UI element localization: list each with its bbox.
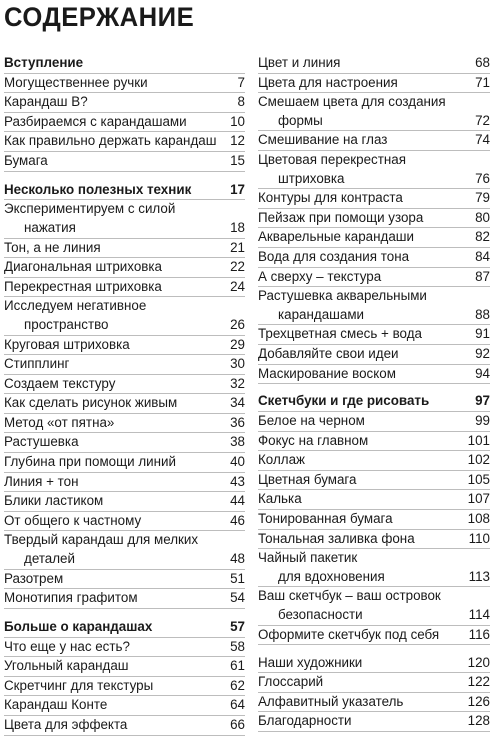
toc-entry-title: Бумага <box>4 152 48 168</box>
toc-entry <box>258 228 490 248</box>
toc-entry-title: Глоссарий <box>258 674 324 690</box>
toc-entry <box>4 696 245 716</box>
toc-entry-title: Маскирование воском <box>258 365 396 381</box>
toc-entry-title: Карандаш B? <box>4 94 88 110</box>
toc-page-number: 68 <box>475 55 490 70</box>
toc-entry <box>258 626 490 646</box>
toc-entry-title: Скетчбуки и где рисовать <box>258 393 430 409</box>
toc-page-number: 79 <box>475 190 490 206</box>
toc-page-number: 105 <box>467 471 490 487</box>
toc-entry-title: Трехцветная смесь + вода <box>258 326 422 342</box>
toc-entry <box>258 170 490 190</box>
toc-entry <box>258 587 490 606</box>
toc-page-number: 21 <box>230 239 245 255</box>
toc-page-number: 30 <box>230 356 245 372</box>
toc-entry-title: Твердый карандаш для мелких <box>4 532 199 548</box>
toc-entry-title: Как сделать рисунок живым <box>4 395 178 411</box>
toc-page-number: 8 <box>237 94 245 110</box>
toc-entry <box>258 345 490 365</box>
toc-page-number: 122 <box>467 674 490 690</box>
toc-entry-title: штриховка <box>278 170 345 186</box>
toc-entry-title: нажатия <box>24 219 76 235</box>
toc-entry-title: Глубина при помощи линий <box>4 454 176 470</box>
toc-entry <box>258 131 490 151</box>
toc-page-number: 87 <box>475 268 490 284</box>
toc-entry-title: Коллаж <box>258 452 305 468</box>
toc-entry-title: Цвета для настроения <box>258 74 398 90</box>
toc-entry-title: Экспериментируем с силой <box>4 201 176 217</box>
toc-entry-title: От общего к частному <box>4 512 142 528</box>
toc-entry <box>258 287 490 306</box>
toc-entry-title: Вода для создания тона <box>258 248 410 264</box>
toc-entry <box>4 74 245 94</box>
toc-entry <box>4 492 245 512</box>
toc-page-number: 18 <box>230 219 245 235</box>
toc-entry-title: Исследуем негативное <box>4 298 147 314</box>
toc-entry-title: деталей <box>24 551 75 567</box>
toc-entry <box>4 531 245 550</box>
toc-entry <box>4 716 245 736</box>
toc-entry-title: Тонированная бумага <box>258 511 393 527</box>
toc-page-number: 57 <box>230 619 245 634</box>
toc-entry <box>4 355 245 375</box>
toc-entry <box>258 412 490 432</box>
toc-page-number: 107 <box>467 491 490 507</box>
toc-entry <box>258 606 490 626</box>
toc-entry-title: безопасности <box>278 607 363 623</box>
toc-entry-title: Перекрестная штриховка <box>4 278 162 294</box>
toc-section-heading <box>4 618 245 638</box>
toc-page-number: 80 <box>475 209 490 225</box>
toc-page-number: 74 <box>475 132 490 148</box>
toc-page-number: 64 <box>230 697 245 713</box>
toc-entry-title: Скретчинг для текстуры <box>4 677 154 693</box>
toc-entry <box>4 570 245 590</box>
toc-entry-title: А сверху – текстура <box>258 268 382 284</box>
section-gap <box>258 645 490 653</box>
toc-entry <box>258 54 490 74</box>
toc-entry <box>258 306 490 326</box>
toc-entry <box>4 394 245 414</box>
toc-entry <box>258 712 490 732</box>
toc-entry-title: Цвета для эффекта <box>4 716 128 732</box>
toc-entry <box>4 473 245 493</box>
toc-entry-title: Контуры для контраста <box>258 190 403 206</box>
toc-page-number: 44 <box>230 493 245 509</box>
toc-entry-title: Несколько полезных техник <box>4 181 192 197</box>
toc-page-number: 101 <box>467 432 490 448</box>
toc-entry <box>258 151 490 170</box>
toc-entry <box>4 316 245 336</box>
toc-page-number: 97 <box>475 393 490 409</box>
toc-entry <box>4 336 245 356</box>
toc-entry <box>4 152 245 172</box>
toc-entry-title: Цвет и линия <box>258 55 341 70</box>
toc-page-number: 34 <box>230 395 245 411</box>
toc-entry-title: для вдохновения <box>278 568 385 584</box>
toc-entry <box>258 365 490 385</box>
toc-page-number: 92 <box>475 345 490 361</box>
toc-page-number: 61 <box>230 658 245 674</box>
toc-section-heading <box>4 181 245 201</box>
toc-entry <box>4 219 245 239</box>
toc-page-number: 94 <box>475 365 490 381</box>
toc-page-number: 71 <box>475 74 490 90</box>
toc-entry-title: Метод «от пятна» <box>4 414 115 430</box>
toc-page-number: 38 <box>230 434 245 450</box>
toc-entry <box>4 414 245 434</box>
toc-entry-title: Благодарности <box>258 713 352 729</box>
toc-entry-title: Диагональная штриховка <box>4 259 162 275</box>
toc-entry-title: Оформите скетчбук под себя <box>258 626 440 642</box>
toc-page-number: 17 <box>230 181 245 197</box>
toc-page-number: 108 <box>467 511 490 527</box>
toc-entry <box>4 93 245 113</box>
toc-entry-title: Блики ластиком <box>4 493 104 509</box>
toc-page-number: 114 <box>468 607 490 623</box>
toc-section-heading <box>4 54 245 74</box>
toc-entry-title: Тональная заливка фона <box>258 530 415 546</box>
toc-column-left <box>4 54 245 736</box>
toc-entry-title: Акварельные карандаши <box>258 229 414 245</box>
toc-entry <box>4 132 245 152</box>
toc-entry-title: Растушевка акварельными <box>258 288 427 304</box>
toc-entry <box>258 530 490 550</box>
toc-page-number: 113 <box>468 568 490 584</box>
toc-entry-title: Разбираемся с карандашами <box>4 113 187 129</box>
toc-page-number: 110 <box>468 530 490 546</box>
toc-page-number: 99 <box>475 413 490 429</box>
toc-entry <box>258 510 490 530</box>
toc-page-number: 26 <box>230 316 245 332</box>
toc-entry-title: Тон, а не линия <box>4 239 101 255</box>
toc-entry-title: Цветовая перекрестная <box>258 151 406 167</box>
toc-entry <box>4 589 245 609</box>
toc-page-number: 51 <box>230 570 245 586</box>
toc-entry-title: Как правильно держать карандаш <box>4 133 217 149</box>
toc-entry <box>258 432 490 452</box>
toc-entry-title: Алфавитный указатель <box>258 693 404 709</box>
toc-page-number: 10 <box>230 113 245 129</box>
toc-entry <box>258 693 490 713</box>
toc-entry <box>258 189 490 209</box>
toc-entry <box>4 297 245 316</box>
toc-entry <box>258 93 490 112</box>
toc-page-number: 62 <box>230 677 245 693</box>
toc-entry-title: Круговая штриховка <box>4 336 130 352</box>
toc-entry-title: Что еще у нас есть? <box>4 638 130 654</box>
toc-page-number: 126 <box>467 693 490 709</box>
toc-entry <box>258 268 490 288</box>
toc-entry <box>4 113 245 133</box>
toc-entry <box>258 471 490 491</box>
toc-entry <box>4 453 245 473</box>
toc-entry-title: Ваш скетчбук – ваш островок <box>258 588 441 604</box>
toc-entry <box>258 549 490 568</box>
toc-entry <box>4 677 245 697</box>
toc-entry-title: Фокус на главном <box>258 432 369 448</box>
toc-page-number: 43 <box>230 473 245 489</box>
toc-entry <box>258 568 490 588</box>
toc-page-number: 7 <box>237 74 245 90</box>
toc-page-number: 15 <box>230 152 245 168</box>
toc-page-number: 40 <box>230 454 245 470</box>
toc-page-number: 12 <box>230 133 245 149</box>
toc-page-number: 22 <box>230 259 245 275</box>
toc-entry <box>258 248 490 268</box>
toc-entry-title: Монотипия графитом <box>4 590 138 606</box>
toc-page-number: 116 <box>468 626 490 642</box>
toc-page-number: 72 <box>475 112 490 128</box>
toc-entry-title: Создаем текстуру <box>4 375 116 391</box>
toc-entry <box>4 657 245 677</box>
toc-page-number: 24 <box>230 278 245 294</box>
toc-page-number: 102 <box>467 452 490 468</box>
toc-entry-title: пространство <box>24 316 109 332</box>
toc-entry <box>4 258 245 278</box>
toc-entry-title: Растушевка <box>4 434 79 450</box>
toc-page-number: 46 <box>230 512 245 528</box>
toc-entry-title: Чайный пакетик <box>258 550 358 566</box>
toc-entry-title: Цветная бумага <box>258 471 357 487</box>
toc-page-number: 29 <box>230 336 245 352</box>
toc-page-number: 82 <box>475 229 490 245</box>
toc-entry-title: Калька <box>258 491 302 507</box>
toc-entry <box>258 451 490 471</box>
toc-page-number: 84 <box>475 248 490 264</box>
toc-entry-title: Пейзаж при помощи узора <box>258 209 424 225</box>
toc-entry <box>4 200 245 219</box>
toc-entry-title: Смешаем цвета для создания <box>258 94 446 110</box>
toc-page-number: 48 <box>230 551 245 567</box>
toc-entry-title: Карандаш Конте <box>4 697 108 713</box>
toc-entry-title: Угольный карандаш <box>4 658 129 674</box>
toc-entry <box>258 673 490 693</box>
section-gap <box>4 172 245 181</box>
toc-page-number: 91 <box>475 326 490 342</box>
toc-entry-title: карандашами <box>278 306 365 322</box>
toc-column-right <box>258 54 490 732</box>
section-gap <box>258 384 490 392</box>
toc-entry-title: Стипплинг <box>4 356 70 372</box>
toc-entry-title: Больше о карандашах <box>4 619 153 634</box>
toc-entry <box>4 239 245 259</box>
toc-entry <box>258 74 490 94</box>
toc-entry <box>258 112 490 132</box>
page-title: СОДЕРЖАНИЕ <box>4 2 195 32</box>
toc-entry <box>4 638 245 658</box>
toc-entry-title: Добавляйте свои идеи <box>258 345 399 361</box>
toc-entry <box>258 209 490 229</box>
toc-page-number: 32 <box>230 375 245 391</box>
toc-entry-title: Белое на черном <box>258 413 365 429</box>
toc-entry-title: Разотрем <box>4 570 64 586</box>
toc-entry-title: Смешивание на глаз <box>258 132 388 148</box>
toc-entry-title: Вступление <box>4 55 84 70</box>
toc-page-number: 36 <box>230 414 245 430</box>
toc-entry <box>4 550 245 570</box>
toc-entry <box>4 278 245 298</box>
toc-entry-title: Линия + тон <box>4 473 79 489</box>
toc-page-number: 66 <box>230 716 245 732</box>
toc-page-number: 76 <box>475 170 490 186</box>
toc-entry-title: Наши художники <box>258 654 363 670</box>
toc-entry <box>258 490 490 510</box>
toc-entry <box>4 433 245 453</box>
toc-section-heading <box>258 392 490 412</box>
toc-page-number: 88 <box>475 306 490 322</box>
toc-entry <box>258 654 490 674</box>
toc-page-number: 128 <box>467 713 490 729</box>
toc-entry-title: формы <box>278 112 323 128</box>
toc-entry <box>4 375 245 395</box>
toc-entry-title: Могущественнее ручки <box>4 74 148 90</box>
toc-page-number: 54 <box>230 590 245 606</box>
section-gap <box>4 609 245 618</box>
toc-page-number: 58 <box>230 638 245 654</box>
toc-page-number: 120 <box>467 654 490 670</box>
toc-entry <box>4 512 245 532</box>
toc-entry <box>258 325 490 345</box>
